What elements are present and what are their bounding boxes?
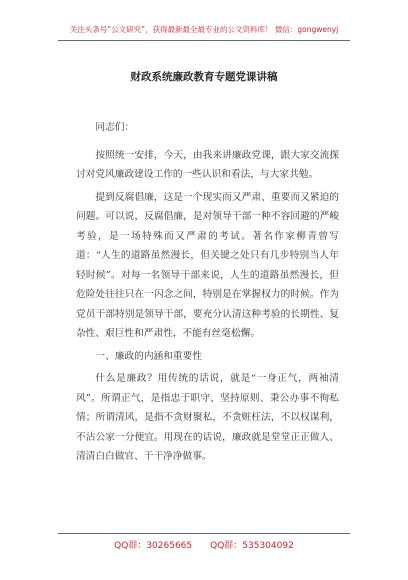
document-title: 财政系统廉政教育专题党课讲稿	[130, 71, 278, 83]
body-paragraph: 什么是廉政？用传统的话说，就是“一身正气，两袖清风”。所谓正气，是指忠于职守、坚持原则、秉公办事不徇私情；所谓清风，是指不贪财聚私，不贪赃枉法，不以权谋利，不沾公家一分便宜。用现在的话说，廉政就是堂堂正正做人、清清白白做官、干干净净做事。	[76, 373, 339, 462]
header-divider	[58, 40, 350, 41]
body-paragraph: 按照统一安排，今天，由我来讲廉政党课，跟大家交流探讨对党风廉政建设工作的一些认识和看法，与大家共勉。	[76, 149, 339, 180]
section-heading: 一、廉政的内涵和重要性	[95, 350, 202, 362]
greeting: 同志们：	[95, 122, 135, 133]
body-paragraph: 提到反腐倡廉，这是一个现实而又严肃、重要而又紧迫的问题。可以说，反腐倡廉，是对领导干部一种不容回避的严峻考验，是一场特殊而又严肃的考试。著名作家柳青曾写道：“人生的道路虽然漫长，但关键之处只有几步特别当人年轻时候”。对每一名领导干部来说，人生的道路虽然漫长，但危险处往往只在一闪念之间，特别是在掌握权力的时候。作为党员干部特别是领导干部，要充分认清这种考验的长期性、复杂性、艰巨性和严肃性，不能有丝毫松懈。	[76, 191, 339, 339]
footer-qq-groups: QQ群：30265665 QQ群：535304092	[114, 541, 294, 551]
footer-divider	[58, 533, 350, 534]
document-body	[76, 118, 339, 470]
header-promo-note: 关注头条号“公文研究”，获得最新最全最专业的公文资料库！ 微信：gongwenyj	[69, 25, 339, 34]
